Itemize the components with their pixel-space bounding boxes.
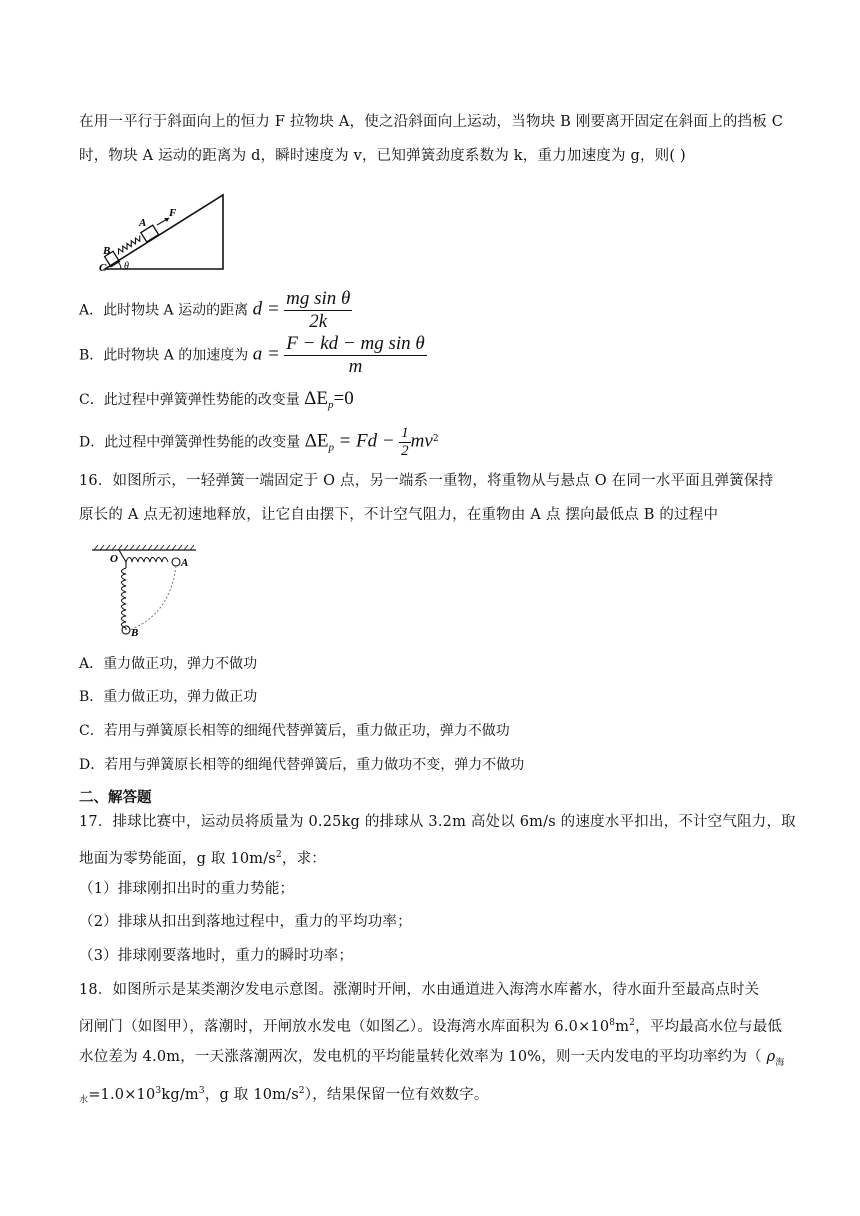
q17-part-2: （2）排球从扣出到落地过程中，重力的平均功率；: [79, 914, 412, 930]
q17-line-2-sup: 2: [275, 850, 282, 860]
label-a: A: [181, 557, 189, 569]
q16-line-1: 16．如图所示，一轻弹簧一端固定于 O 点，另一端系一重物，将重物从与悬点 O 在同一水平面且弹簧保持: [79, 473, 774, 489]
q18-line-4-c: ，g 取 10m/s: [204, 1086, 299, 1103]
q18-line-2-a: 闭闸门（如图甲），落潮时，开闸放水发电（如图乙）。设海湾水库面积为 6.0×10: [79, 1018, 610, 1035]
q17-part-3: （3）排球刚要落地时，重力的瞬时功率；: [79, 948, 354, 964]
q18-line-3: [79, 1047, 785, 1073]
q18-line-4-sup2: 3: [198, 1086, 205, 1096]
q18-line-2: [79, 1013, 782, 1037]
q17-line-2-a: 地面为零势能面，g 取 10m/s: [79, 850, 276, 867]
q16-line-2: 原长的 A 点无初速地释放，让它自由摆下，不计空气阻力，在重物由 A 点 摆向最低点 B 的过程中: [79, 507, 719, 523]
option-d-fraction: [399, 425, 411, 460]
q15-line-2: 时，物块 A 运动的距离为 d，瞬时速度为 v，已知弹簧劲度系数为 k，重力加速度为 g，则( ): [79, 148, 686, 164]
q17-part-1: （1）排球刚扣出时的重力势能；: [79, 881, 295, 897]
option-c-tail: =0: [333, 388, 354, 409]
q18-line-4-sub: 水: [79, 1095, 89, 1106]
spring-pendulum-figure: [90, 544, 200, 639]
option-a-fraction: [284, 288, 352, 333]
q15-option-a: [79, 288, 352, 333]
label-a: A: [139, 217, 147, 229]
q18-line-4-b: kg/m: [161, 1086, 199, 1103]
option-d-num: 1: [401, 425, 409, 441]
q18-line-4-d: ），结果保留一位有效数字。: [304, 1086, 489, 1103]
option-a-num: mg sin θ: [286, 288, 351, 309]
option-a-lhs: d =: [252, 298, 280, 320]
q18-line-1: 18．如图所示是某类潮汐发电示意图。涨潮时开闸，水由通道进入海湾水库蓄水，待水面升至最高点时关: [79, 982, 760, 998]
option-a-den: 2k: [309, 311, 328, 332]
option-d-den: 2: [401, 443, 409, 459]
label-b: B: [103, 245, 111, 257]
q18-line-2-c: ，平均最高水位与最低: [635, 1018, 783, 1035]
q18-rho-sub: 海: [775, 1057, 785, 1068]
label-b: B: [131, 627, 139, 639]
q18-line-2-sup: 8: [609, 1018, 616, 1028]
q18-line-2-b: m: [615, 1018, 630, 1035]
option-d-tail: mv: [410, 430, 433, 452]
option-b-lhs: a =: [252, 343, 280, 365]
option-d-text: D．此过程中弹簧弹性势能的改变量: [79, 434, 301, 451]
q15-line-1: 在用一平行于斜面向上的恒力 F 拉物块 A，使之沿斜面向上运动，当物块 B 刚要离开固定在斜面上的挡板 C: [79, 114, 784, 130]
q15-option-b: [79, 333, 427, 378]
option-c-expr: ΔE: [304, 388, 328, 409]
option-c-text: C．此过程中弹簧弹性势能的改变量: [79, 392, 300, 408]
option-a-text: A．此时物块 A 运动的距离: [79, 302, 249, 319]
q15-option-c: [79, 388, 354, 411]
q17-line-1: 17．排球比赛中，运动员将质量为 0.25kg 的排球从 3.2m 高处以 6m/s 的速度水平扣出，不计空气阻力，取: [79, 814, 796, 830]
q17-line-2-b: ，求：: [281, 850, 326, 867]
section-title: 二、解答题: [79, 790, 152, 806]
q16-option-b: B．重力做正功，弹力做正功: [79, 689, 258, 705]
q16-option-a: A．重力做正功，弹力不做功: [79, 656, 258, 672]
option-d-sub: p: [328, 441, 335, 454]
option-d-mid: = Fd −: [338, 430, 395, 452]
option-b-num: F − kd − mg sin θ: [286, 333, 425, 354]
option-b-den: m: [348, 356, 363, 377]
q18-line-4-sup: 3: [155, 1086, 162, 1096]
q18-line-4-a: =1.0×10: [88, 1086, 156, 1103]
label-o: O: [110, 553, 118, 565]
option-d-sup: 2: [432, 433, 439, 444]
label-c: C: [99, 262, 107, 272]
q16-option-c: C．若用与弹簧原长相等的细绳代替弹簧后，重力做正功，弹力不做功: [79, 723, 510, 739]
incline-spring-figure: [95, 192, 230, 272]
label-theta: θ: [124, 261, 129, 272]
q18-line-2-sup2: 2: [629, 1018, 636, 1028]
q15-option-d: [79, 425, 439, 460]
q18-line-3-a: 水位差为 4.0m，一天涨落潮两次，发电机的平均能量转化效率为 10%，则一天内发电的平均功率约为（: [79, 1049, 762, 1065]
label-f: F: [169, 207, 177, 219]
q18-line-4: [79, 1081, 489, 1111]
option-b-text: B．此时物块 A 的加速度为: [79, 347, 249, 364]
option-c-sub: p: [328, 398, 334, 411]
q18-line-4-sup3: 2: [298, 1086, 305, 1096]
option-d-expr: ΔE: [304, 430, 329, 452]
q16-option-d: D．若用与弹簧原长相等的细绳代替弹簧后，重力做功不变，弹力不做功: [79, 757, 525, 773]
q18-rho: ρ: [766, 1049, 776, 1065]
option-b-fraction: [284, 333, 426, 378]
q17-line-2: [79, 845, 326, 869]
